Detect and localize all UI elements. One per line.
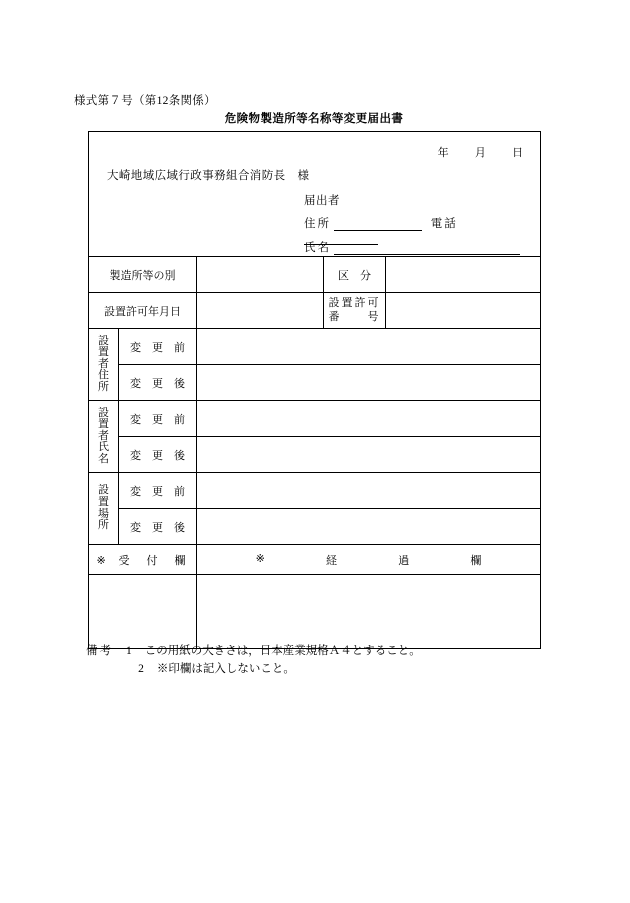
remarks-text-2: ※印欄は記入しないこと。 bbox=[156, 662, 295, 675]
location-after-label: 変 更 後 bbox=[119, 509, 197, 545]
owner-name-before-value[interactable] bbox=[197, 401, 541, 437]
receipt-header bbox=[89, 545, 197, 575]
location-after-value[interactable] bbox=[197, 509, 541, 545]
address-input[interactable] bbox=[334, 217, 422, 231]
location-before-label: 変 更 前 bbox=[119, 473, 197, 509]
location-before-value[interactable] bbox=[197, 473, 541, 509]
group-label-location: 設 置 場 所 bbox=[89, 473, 119, 545]
date-day-label: 日 bbox=[512, 147, 524, 159]
row-owner-name-before bbox=[89, 401, 541, 437]
receipt-mark: ※ bbox=[96, 554, 106, 567]
addressee-honorific: 様 bbox=[297, 170, 310, 182]
row-owner-address-before bbox=[89, 329, 541, 365]
facility-type-label: 製造所等の別 bbox=[89, 257, 197, 293]
receipt-label: 受 付 欄 bbox=[118, 554, 189, 567]
remarks-label: 備考 bbox=[86, 645, 113, 657]
division-value[interactable] bbox=[386, 257, 541, 293]
process-label-2: 過 bbox=[398, 554, 410, 567]
permit-number-value[interactable] bbox=[386, 293, 541, 329]
owner-name-after-label: 変 更 後 bbox=[119, 437, 197, 473]
row-facility-type bbox=[89, 257, 541, 293]
facility-type-value[interactable] bbox=[197, 257, 324, 293]
owner-address-after-value[interactable] bbox=[197, 365, 541, 401]
row-office-use-blank bbox=[89, 575, 541, 649]
date-month-label: 月 bbox=[474, 147, 487, 159]
remarks-number-2: 2 bbox=[138, 662, 144, 675]
owner-address-after-label: 変 更 後 bbox=[119, 365, 197, 401]
submitter-label: 届出者 bbox=[304, 195, 340, 207]
remarks-text-1: この用紙の大きさは，日本産業規格Ａ４とすること。 bbox=[144, 645, 421, 657]
date-year-label: 年 bbox=[437, 147, 450, 159]
process-mark: ※ bbox=[255, 552, 265, 565]
owner-address-before-value[interactable] bbox=[197, 329, 541, 365]
page-title: 危険物製造所等名称等変更届出書 bbox=[224, 113, 404, 125]
addressee bbox=[107, 167, 309, 183]
group-label-owner-address: 設 置 者 住 所 bbox=[89, 329, 119, 401]
owner-name-after-value[interactable] bbox=[197, 437, 541, 473]
receipt-blank-area[interactable] bbox=[89, 575, 197, 649]
address-label: 住所 bbox=[304, 218, 331, 230]
group-label-owner-name: 設 置 者 氏 名 bbox=[89, 401, 119, 473]
row-owner-address-after bbox=[89, 365, 541, 401]
form-number: 様式第７号（第12条関係） bbox=[74, 95, 216, 107]
row-location-after bbox=[89, 509, 541, 545]
owner-address-before-label: 変 更 前 bbox=[119, 329, 197, 365]
permit-number-label-line2: 番 号 bbox=[328, 310, 381, 323]
form-table bbox=[88, 131, 541, 649]
permit-number-label bbox=[324, 293, 386, 329]
remarks-line-1 bbox=[86, 643, 421, 661]
permit-date-label: 設置許可年月日 bbox=[89, 293, 197, 329]
addressee-name: 大崎地域広域行政事務組合消防長 bbox=[107, 170, 286, 182]
division-label: 区 分 bbox=[324, 257, 386, 293]
process-header bbox=[197, 545, 541, 575]
name-label: 氏名 bbox=[304, 242, 331, 254]
header-block-row bbox=[89, 132, 541, 257]
process-label-3: 欄 bbox=[470, 554, 482, 567]
process-label-1: 経 bbox=[326, 554, 338, 567]
date-line bbox=[438, 144, 527, 160]
permit-number-label-line1: 設置許可 bbox=[328, 296, 381, 309]
row-location-before bbox=[89, 473, 541, 509]
process-blank-area[interactable] bbox=[197, 575, 541, 649]
submitter-name-row bbox=[304, 239, 526, 255]
owner-name-before-label: 変 更 前 bbox=[119, 401, 197, 437]
phone-label: 電話 bbox=[430, 218, 458, 230]
remarks-number-1: 1 bbox=[126, 645, 132, 657]
header-block bbox=[89, 132, 541, 257]
row-office-use-header bbox=[89, 545, 541, 575]
remarks bbox=[86, 643, 421, 679]
row-owner-name-after bbox=[89, 437, 541, 473]
name-input[interactable] bbox=[334, 241, 520, 255]
permit-date-value[interactable] bbox=[197, 293, 324, 329]
remarks-line-2 bbox=[86, 661, 421, 679]
row-permit bbox=[89, 293, 541, 329]
